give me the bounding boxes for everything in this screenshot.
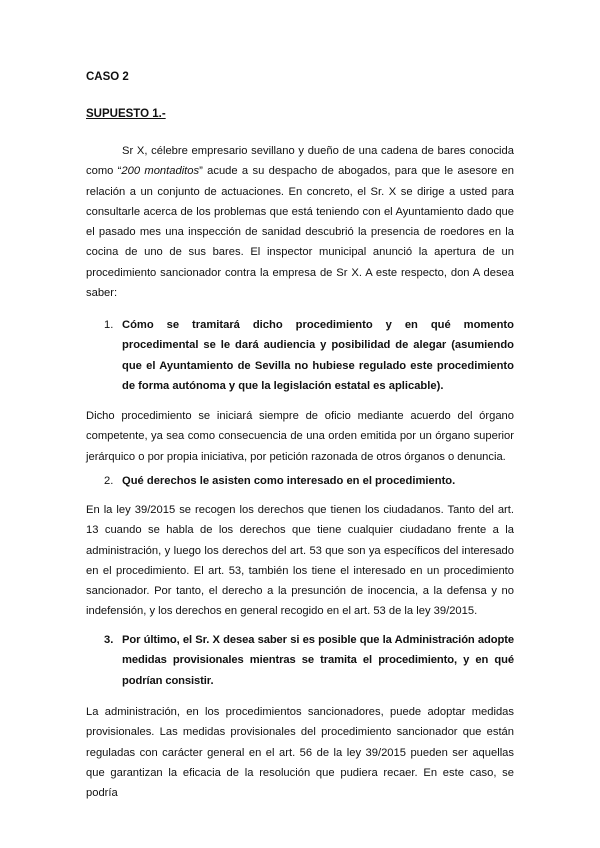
document-title: CASO 2 xyxy=(86,71,129,83)
case-subtitle: SUPUESTO 1.- xyxy=(86,108,166,120)
question-1-number: 1. xyxy=(104,319,114,331)
question-3-text: Por último, el Sr. X desea saber si es posible que la Administración adopte medidas provisionales mientras se tramita el procedimiento, y en qué podrían consistir. xyxy=(122,634,514,687)
answer-1-paragraph: Dicho procedimiento se iniciará siempre de oficio mediante acuerdo del órgano competente, ya sea como consecuencia de una orden emitida por un órgano superior jerárquico o por propia iniciativa, por petición razonada de otros órganos o denuncia. xyxy=(86,410,514,463)
question-3-number: 3. xyxy=(104,634,114,646)
question-2-text: Qué derechos le asisten como interesado en el procedimiento. xyxy=(122,475,456,487)
intro-paragraph xyxy=(86,141,514,303)
answer-2-paragraph: En la ley 39/2015 se recogen los derechos que tienen los ciudadanos. Tanto del art. 13 cuando se habla de los derechos que tiene cualquier ciudadano frente a la administración, y luego los derechos del art. 53 que son ya específicos del interesado en el procedimiento. El art. 53, también los tiene el interesado en un procedimiento sancionador. Por tanto, el derecho a la presunción de inocencia, a la defensa y no indefensión, y los derechos en general recogido en el art. 53 de la ley 39/2015. xyxy=(86,504,514,618)
intro-text-2: ” acude a su despacho de abogados, para que le asesore en relación a un conjunto de actuaciones. En concreto, el Sr. X se dirige a usted para consultarle acerca de los problemas que está teniendo con el Ayuntamiento dado que el pasado mes una inspección de sanidad descubrió la presencia de roedores en la cocina de uno de sus bares. El inspector municipal anunció la apertura de un procedimiento sancionador contra la empresa de Sr X. A este respecto, don A desea saber: xyxy=(86,165,514,300)
question-1-text: Cómo se tramitará dicho procedimiento y en qué momento procedimental se le dará audiencia y posibilidad de alegar (asumiendo que el Ayuntamiento de Sevilla no hubiese regulado este procedimiento de forma autónoma y que la legislación estatal es aplicable). xyxy=(122,319,514,392)
intro-text-1: Sr X, célebre empresario sevillano y dueño de una cadena de bares conocida como “ xyxy=(86,145,514,178)
question-2-number: 2. xyxy=(104,475,114,487)
intro-italic-name: 200 montaditos xyxy=(121,165,200,178)
answer-3-paragraph: La administración, en los procedimientos sancionadores, puede adoptar medidas provisionales. Las medidas provisionales del procedimiento sancionador que están reguladas con carácter general en el art. 56 de la ley 39/2015 pueden ser aquellas que garantizan la eficacia de la resolución que pudiera recaer. En este caso, se podría xyxy=(86,706,514,800)
